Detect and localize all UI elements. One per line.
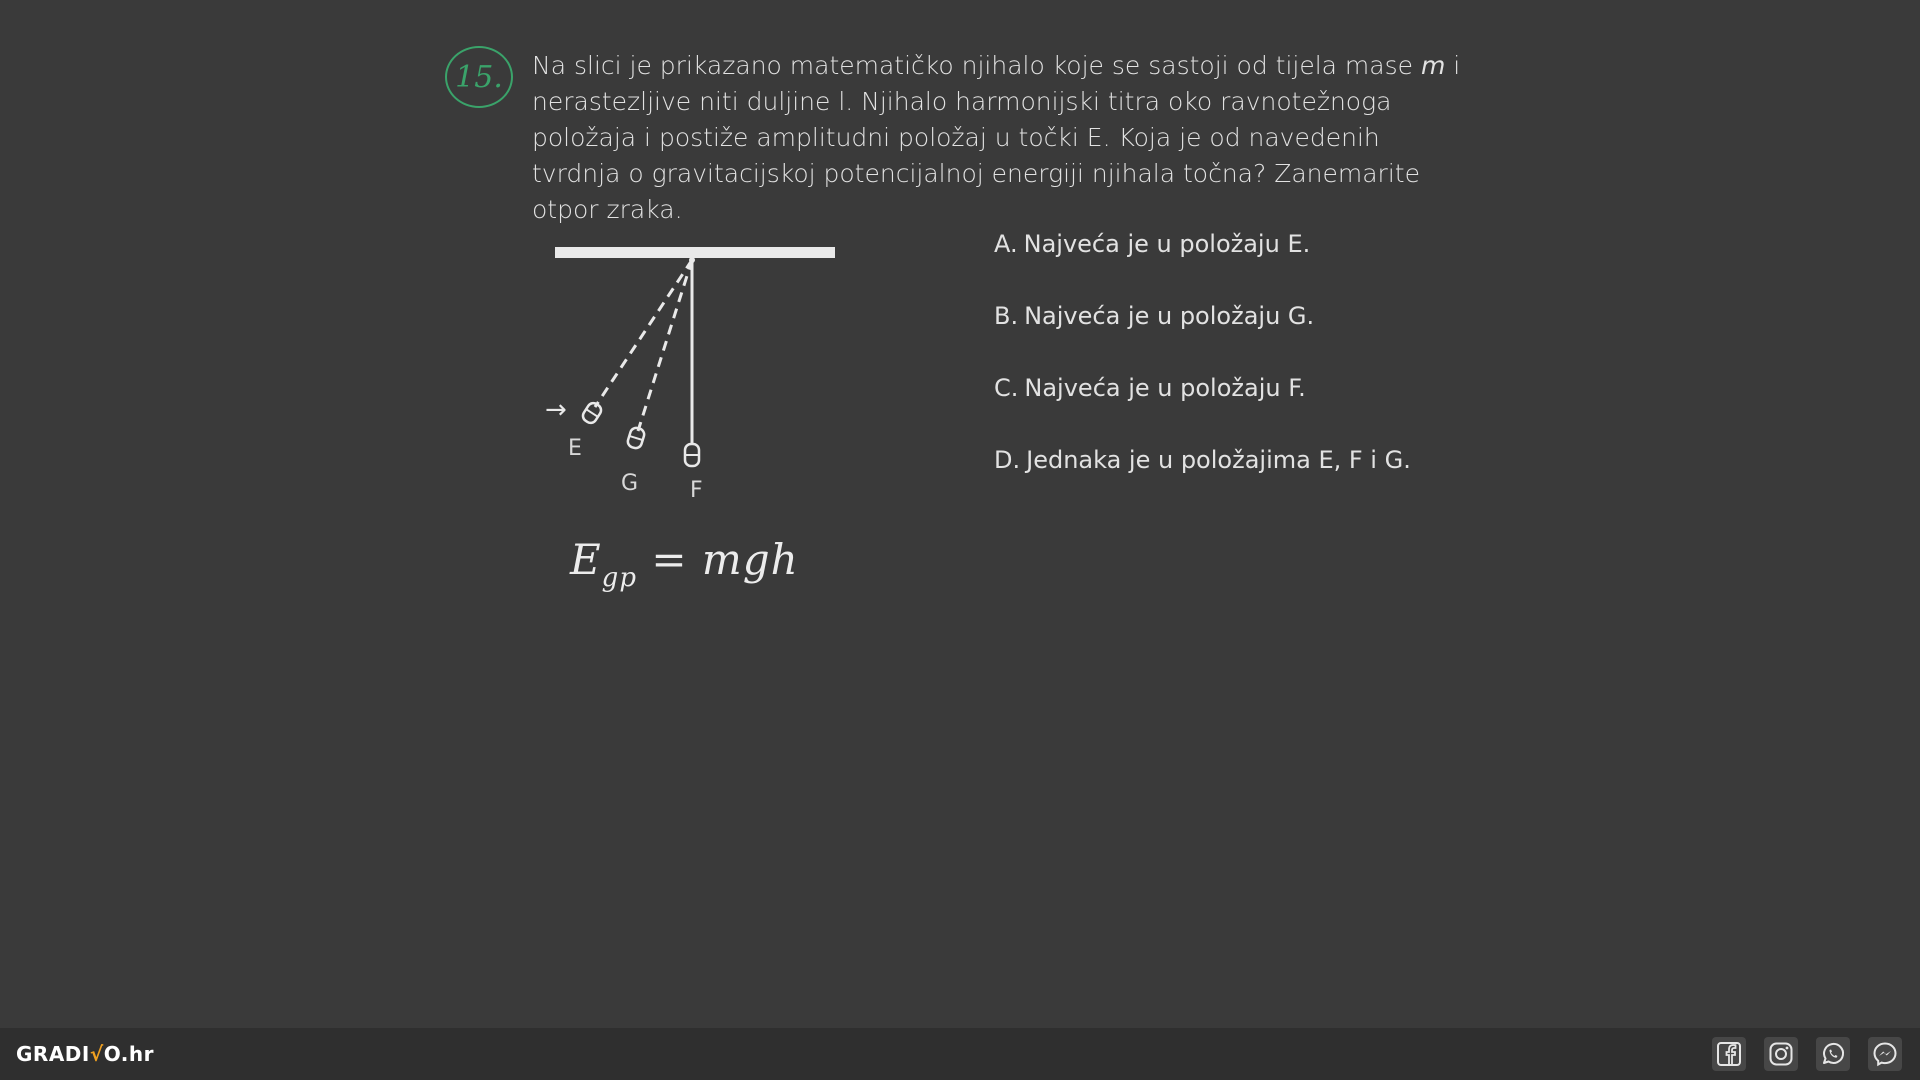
answer-letter: D. xyxy=(994,446,1021,474)
social-links xyxy=(1712,1037,1902,1071)
answer-letter: A. xyxy=(994,230,1018,258)
answer-a[interactable] xyxy=(994,230,1514,302)
brand-text-b: O.hr xyxy=(103,1042,154,1066)
bob-f xyxy=(685,444,699,466)
formula-lhs: E xyxy=(570,535,602,584)
potential-energy-formula xyxy=(570,535,799,593)
instagram-icon[interactable] xyxy=(1764,1037,1798,1071)
facebook-icon[interactable] xyxy=(1712,1037,1746,1071)
brand-accent: √ xyxy=(89,1042,104,1066)
question-line1-b: i xyxy=(1445,51,1461,80)
answer-text: Najveća je u položaju G. xyxy=(1024,302,1315,330)
formula-rhs: = mgh xyxy=(636,535,799,584)
ceiling-bar xyxy=(555,247,835,258)
bob-g xyxy=(626,426,645,449)
brand-logo[interactable] xyxy=(16,1042,154,1066)
arrow-to-e: → xyxy=(545,395,567,425)
question-rest: nerastezljive niti duljine l. Njihalo harmonijski titra oko ravnotežnoga položaja i postiže amplitudni položaj u točki E. Koja je od navedenih tvrdnja o gravitacijskoj potencijalnoj energiji njihala točna? Zanemarite otpor zraka. xyxy=(532,87,1420,224)
pendulum-diagram xyxy=(535,235,855,515)
string-e xyxy=(595,260,692,407)
answer-list xyxy=(994,230,1514,518)
answer-letter: B. xyxy=(994,302,1019,330)
question-number-text: 15. xyxy=(455,59,503,95)
label-e: E xyxy=(568,436,582,461)
question-number xyxy=(445,46,513,108)
answer-letter: C. xyxy=(994,374,1019,402)
answer-text: Jednaka je u položajima E, F i G. xyxy=(1026,446,1411,474)
formula-subscript: gp xyxy=(601,563,637,593)
whatsapp-icon[interactable] xyxy=(1816,1037,1850,1071)
answer-c[interactable] xyxy=(994,374,1514,446)
answer-text: Najveća je u položaju F. xyxy=(1024,374,1306,402)
label-f: F xyxy=(690,478,703,503)
brand-text-a: GRADI xyxy=(16,1042,90,1066)
question-line1-a: Na slici je prikazano matematičko njihalo koje se sastoji od tijela mase xyxy=(532,51,1421,80)
answer-b[interactable] xyxy=(994,302,1514,374)
question-var-m: m xyxy=(1420,51,1446,80)
label-g: G xyxy=(621,471,639,496)
messenger-icon[interactable] xyxy=(1868,1037,1902,1071)
bob-e xyxy=(581,401,604,425)
answer-text: Najveća je u položaju E. xyxy=(1023,230,1311,258)
question-text xyxy=(532,48,1462,228)
footer-bar xyxy=(0,1028,1920,1080)
answer-d[interactable] xyxy=(994,446,1514,518)
string-g xyxy=(638,260,692,431)
